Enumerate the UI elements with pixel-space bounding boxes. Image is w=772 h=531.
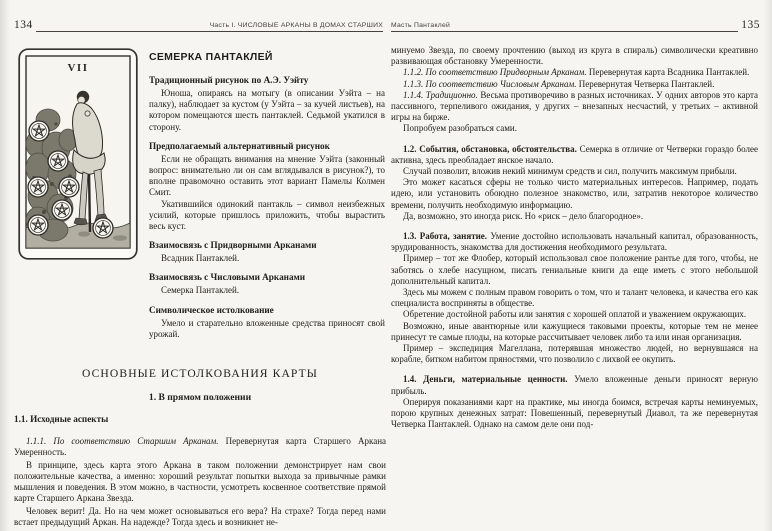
card-roman-numeral: VII <box>67 62 89 74</box>
pentacle-icon <box>52 200 72 220</box>
left-page-header <box>14 0 386 32</box>
header-rule <box>36 17 383 32</box>
paragraph: Укатившийся одинокий пантакль – символ неизбежных усилий, которые пришлось приложить, чтобы вырастить весь куст. <box>149 198 385 232</box>
pentacle-icon <box>28 215 48 235</box>
section-court-arcana <box>149 240 385 264</box>
paragraph-text: Семерка в отличие от Четверки гораздо более активна, здесь преобладает янское начало. <box>391 143 758 165</box>
left-page <box>14 0 386 531</box>
paragraph: минуемо Звезда, по своему прочтению (выход из круга в спираль) символически креативно развивающая обстановку Умеренности. <box>391 45 758 67</box>
header-rule <box>391 17 738 32</box>
paragraph: Если не обращать внимания на мнение Уэйта (законный вопрос: внимательно ли он сам вглядывался в рисунок?), то вполне правомочно оставить этот вариант Памелы Колмен Смит. <box>149 153 385 198</box>
paragraph <box>391 374 758 396</box>
right-page-header <box>388 0 760 32</box>
paragraph: Это может касаться сферы не только чисто материальных интересов. Например, подать идею, или установить обоюдно полезное знакомство, или, затратив некоторое количество времени, получить необходимую информацию. <box>391 177 758 210</box>
paragraph <box>391 67 758 78</box>
paragraph-lead: 1.3. Работа, занятие. <box>403 231 488 242</box>
page-edge-shadow-right <box>764 0 772 531</box>
seven-of-pentacles-card-image <box>18 48 138 260</box>
pentacle-icon <box>48 151 68 171</box>
section-heading: Символическое истолкование <box>149 304 274 315</box>
paragraph-lead: 1.1.2. По соответствию Придворным Арканам. <box>403 67 587 78</box>
tarot-card <box>18 48 138 340</box>
card-description-column <box>138 48 386 340</box>
paragraph: Случай позволит, вложив некий минимум средств и сил, получить максимум прибыли. <box>403 166 737 177</box>
paragraph <box>391 144 758 166</box>
paragraph: Пример – экспедиция Магеллана, потерявшая множество людей, но вернувшаяся на корабле, битком набитом пряностями, что позволило с лихвой ее окупить. <box>391 343 758 365</box>
running-title: Часть I. ЧИСЛОВЫЕ АРКАНЫ В ДОМАХ СТАРШИХ <box>209 22 383 29</box>
paragraph-text: Перевернутая Четверка Пантаклей. <box>578 78 715 89</box>
paragraph <box>391 79 758 90</box>
pentacle-icon <box>59 177 79 197</box>
paragraph: Да, возможно, это иногда риск. Но «риск – дело благородное». <box>403 210 644 221</box>
paragraph: Возможно, иные авантюрные или кажущиеся таковыми проекты, которые тем не менее принесут те самые плоды, на которые рассчитывает человек либо та или иная организация. <box>391 320 758 342</box>
right-page-body <box>388 45 760 431</box>
paragraph: Обретение достойной работы или занятия с хорошей оплатой и уважением окружающих. <box>403 309 747 320</box>
paragraph: Попробуем разобраться сами. <box>403 123 517 134</box>
right-page <box>388 0 760 531</box>
page-edge-shadow-left <box>0 0 10 531</box>
main-interpretations-section <box>14 367 386 528</box>
paragraph-text: Весьма противоречиво в разных источниках. У одних авторов это карта пассивного, терпеливого ожидания, у других – внезапных несчастий, у третьих – активной игры на бирже. <box>391 89 759 123</box>
section-alternative-picture <box>149 141 385 232</box>
main-heading: ОСНОВНЫЕ ИСТОЛКОВАНИЯ КАРТЫ <box>81 367 319 381</box>
section-heading: Традиционный рисунок по А.Э. Уэйту <box>149 75 309 85</box>
section-heading: Взаимосвязь с Числовыми Арканами <box>149 272 306 283</box>
paragraph-lead: 1.2. События, обстановка, обстоятельства. <box>403 143 577 154</box>
paragraph-text: Перевернутая карта Всадника Пантаклей. <box>588 67 750 78</box>
section-symbolic-meaning <box>149 305 385 340</box>
paragraph: Здесь мы можем с полным правом говорить о том, что и талант человека, и качества его как специалиста восприняты в обществе. <box>391 287 758 309</box>
paragraph: Юноша, опираясь на мотыгу (в описании Уэйта – на палку), наблюдает за кустом (у Уэйта – за кучей листьев), на котором помещаются шесть пантаклей. Седьмой укатился в сторону. <box>149 88 385 132</box>
paragraph-text: Умение достойно использовать начальный капитал, образованность, эрудированность, знакомства для достижения необходимого результата. <box>391 231 758 253</box>
paragraph: В принципе, здесь карта этого Аркана в таком положении демонстрирует нам свои положительные качества, а именно: хороший результат попытки выхода за привычные рамки мышления и поведения. В этом можно, в частности, усмотреть косвенное соответствие прямой карте Старшего Аркана Звезда. <box>14 459 386 504</box>
aspects-heading: 1.1. Исходные аспекты <box>14 414 109 425</box>
paragraph <box>14 436 386 458</box>
paragraph-lead: 1.4. Деньги, материальные ценности. <box>403 374 568 385</box>
page-number: 135 <box>741 19 760 31</box>
paragraph-lead: 1.1.1. По соответствию Старшим Арканам. <box>26 436 219 447</box>
paragraph: Всадник Пантаклей. <box>161 253 240 264</box>
page-number: 134 <box>14 19 33 31</box>
pentacle-icon <box>93 218 113 238</box>
paragraph-lead: 1.1.3. По соответствию Числовым Арканам. <box>403 78 577 89</box>
pentacle-icon <box>28 177 48 197</box>
section-numeric-arcana <box>149 272 385 296</box>
running-title: Масть Пантаклей <box>391 22 451 29</box>
paragraph: Пример – тот же Флобер, который использовал свое положение рантье для того, чтобы, не заботясь о хлебе насущном, писать гениальные книги да еще иметь с этого небольшой дополнительный капитал. <box>391 253 758 286</box>
card-title: СЕМЕРКА ПАНТАКЛЕЙ <box>149 51 273 63</box>
paragraph-text: Перевернутая карта Старшего Аркана Умеренность. <box>14 436 387 458</box>
upright-position-heading: 1. В прямом положении <box>148 392 252 404</box>
paragraph <box>391 231 758 253</box>
section-heading: Взаимосвязь с Придворными Арканами <box>149 240 317 251</box>
paragraph: Семерка Пантаклей. <box>161 285 240 296</box>
pentacle-icon <box>29 121 49 141</box>
paragraph <box>391 90 758 124</box>
paragraph: Оперируя показаниями карт на практике, мы иногда боимся, встречая карты неминуемых, порою крупных денежных затрат: Повешенный, перевернутый Диавол, та же перевернутая Четверка Пантаклей. Однако на самом деле они под- <box>391 396 758 430</box>
paragraph: Человек верит! Да. Но на чем может основываться его вера? На страхе? Тогда перед нами встает предыдущий Аркан. На надежде? Тогда здесь и возникнет не- <box>14 505 386 527</box>
paragraph-lead: 1.1.4. Традиционно. <box>403 89 478 100</box>
paragraph: Умело и старательно вложенные средства приносят свой урожай. <box>149 317 385 339</box>
paragraph-text: Умело вложенные деньги приносят верную прибыль. <box>391 374 759 396</box>
section-heading: Предполагаемый альтернативный рисунок <box>149 140 330 151</box>
section-traditional-picture <box>149 75 385 133</box>
